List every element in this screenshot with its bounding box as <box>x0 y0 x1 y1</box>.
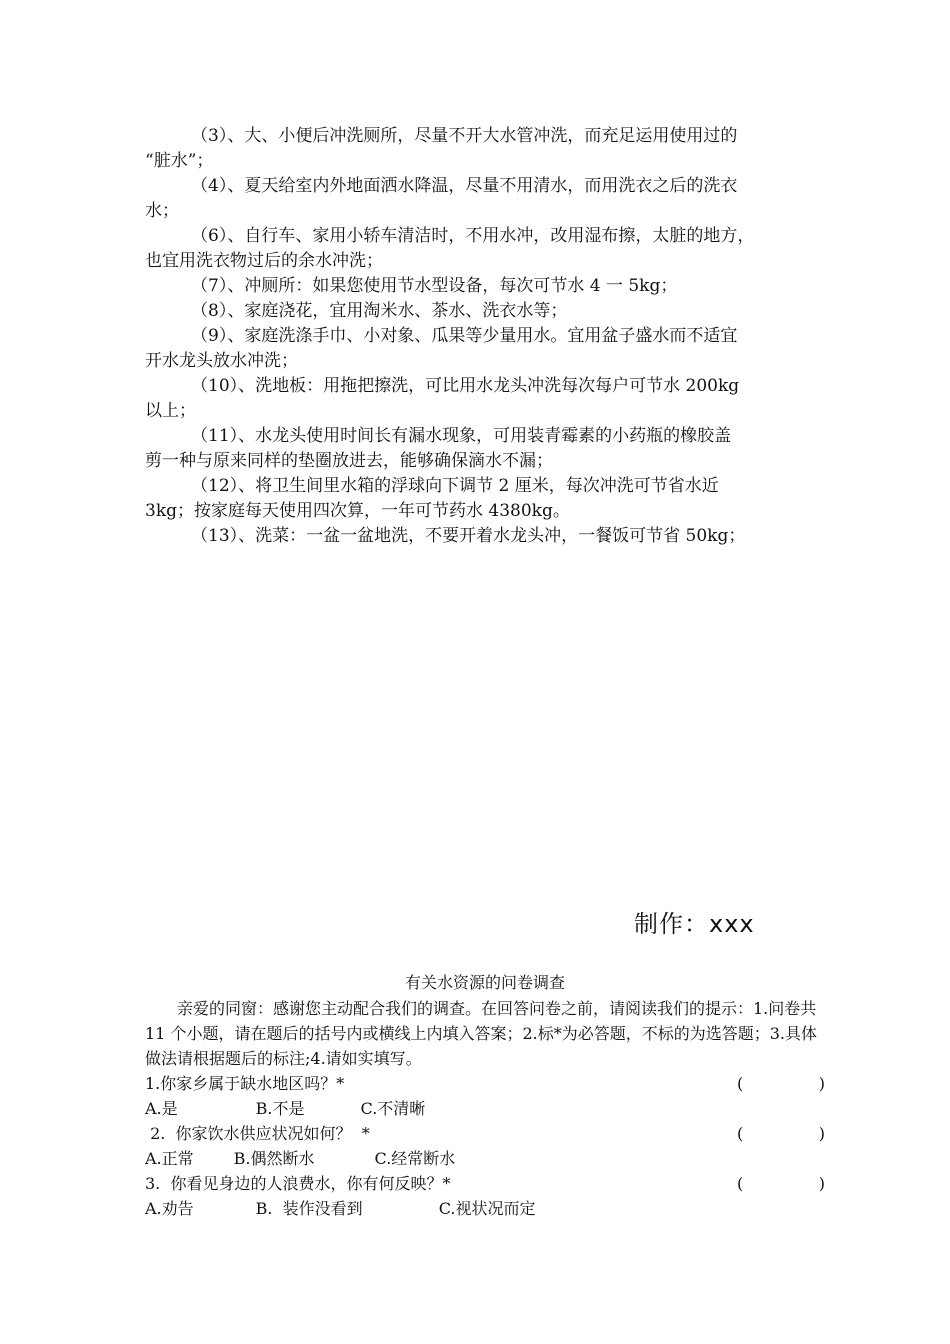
answer-option[interactable]: C.不清晰 <box>360 1099 426 1118</box>
question-row <box>145 1171 825 1196</box>
tip-text-continued: 开水龙头放水冲洗； <box>145 351 298 371</box>
answer-option[interactable]: A.是 <box>145 1099 178 1118</box>
tip-text: 水龙头使用时间长有漏水现象，可用装青霉素的小药瓶的橡胶盖 <box>255 426 732 446</box>
tip-item <box>145 324 825 374</box>
tip-number: （13）、 <box>191 526 256 546</box>
option-row <box>145 1196 825 1221</box>
tip-number: （4）、 <box>191 176 245 196</box>
answer-option[interactable]: B.不是 <box>255 1099 305 1118</box>
answer-option[interactable]: C.视状况而定 <box>438 1199 536 1218</box>
tip-item <box>145 299 825 324</box>
answer-option[interactable]: B. 装作没看到 <box>255 1199 363 1218</box>
paren-close: ) <box>818 1124 825 1143</box>
tip-text-continued: 也宜用洗衣物过后的余水冲洗； <box>145 251 383 271</box>
tip-text-continued: 剪一种与原来同样的垫圈放进去，能够确保滴水不漏； <box>145 451 553 471</box>
tip-number: （7）、 <box>191 276 245 296</box>
option-row <box>145 1146 825 1171</box>
tip-text: 洗菜：一盆一盆地洗，不要开着水龙头冲，一餐饭可节省 50kg； <box>255 526 746 546</box>
tip-number: （8）、 <box>191 301 245 321</box>
paren-open: ( <box>737 1174 744 1193</box>
answer-option[interactable]: A.正常 <box>145 1149 194 1168</box>
answer-blank[interactable] <box>737 1121 825 1146</box>
survey-intro: 亲爱的同窗：感谢您主动配合我们的调查。在回答问卷之前，请阅读我们的提示：1.问卷共 11 个小题，请在题后的括号内或横线上内填入答案；2.标*为必答题，不标的为选答题；3.具体做法请根据题后的标注;4.请如实填写。 <box>145 999 817 1068</box>
answer-option[interactable]: C.经常断水 <box>374 1149 456 1168</box>
paren-open: ( <box>737 1074 744 1093</box>
tip-text: 洗地板：用拖把擦洗，可比用水龙头冲洗每次每户可节水 200kg <box>255 376 740 396</box>
tip-text: 夏天给室内外地面洒水降温，尽量不用清水，而用洗衣之后的洗衣 <box>244 176 738 196</box>
survey-section <box>145 970 825 1221</box>
tip-text: 家庭浇花，宜用淘米水、茶水、洗衣水等； <box>244 301 568 321</box>
water-saving-tips <box>145 124 825 549</box>
tip-item <box>145 274 825 299</box>
answer-option[interactable]: B.偶然断水 <box>233 1149 315 1168</box>
tip-number: （12）、 <box>191 476 256 496</box>
tip-number: （3）、 <box>191 126 245 146</box>
maker-credit: 制作：xxx <box>634 910 755 938</box>
tip-text: 大、小便后冲洗厕所，尽量不开大水管冲洗，而充足运用使用过的 <box>244 126 738 146</box>
question-row <box>145 1071 825 1096</box>
tip-text-continued: 水； <box>145 201 179 221</box>
tip-item <box>145 374 825 424</box>
tip-text: 冲厕所：如果您使用节水型设备，每次可节水 4 一 5kg； <box>244 276 678 296</box>
tip-item <box>145 174 825 224</box>
tip-number: （11）、 <box>191 426 256 446</box>
answer-blank[interactable] <box>737 1071 825 1096</box>
answer-blank[interactable] <box>737 1171 825 1196</box>
tip-text-continued: 3kg；按家庭每天使用四次算，一年可节药水 4380kg。 <box>145 501 570 521</box>
question-list <box>145 1071 825 1221</box>
tip-item <box>145 224 825 274</box>
question-text: 2. 你家饮水供应状况如何？ * <box>145 1124 370 1143</box>
tip-text: 将卫生间里水箱的浮球向下调节 2 厘米，每次冲洗可节省水近 <box>255 476 719 496</box>
question-text: 3. 你看见身边的人浪费水，你有何反映？* <box>145 1174 451 1193</box>
paren-open: ( <box>737 1124 744 1143</box>
tip-text: 家庭洗涤手巾、小对象、瓜果等少量用水。宜用盆子盛水而不适宜 <box>244 326 738 346</box>
question-row <box>145 1121 825 1146</box>
survey-title: 有关水资源的问卷调查 <box>404 973 565 992</box>
tip-item <box>145 474 825 524</box>
option-row <box>145 1096 825 1121</box>
tip-item <box>145 124 825 174</box>
paren-close: ) <box>818 1074 825 1093</box>
tip-item <box>145 424 825 474</box>
answer-option[interactable]: A.劝告 <box>145 1199 194 1218</box>
tip-item <box>145 524 825 549</box>
question-text: 1.你家乡属于缺水地区吗？* <box>145 1074 345 1093</box>
tip-number: （6）、 <box>191 226 245 246</box>
tip-number: （10）、 <box>191 376 256 396</box>
tip-text-continued: “脏水”； <box>145 151 214 171</box>
tip-number: （9）、 <box>191 326 245 346</box>
paren-close: ) <box>818 1174 825 1193</box>
tip-text: 自行车、家用小轿车清洁时，不用水冲，改用湿布擦，太脏的地方， <box>244 226 755 246</box>
tip-text-continued: 以上； <box>145 401 196 421</box>
